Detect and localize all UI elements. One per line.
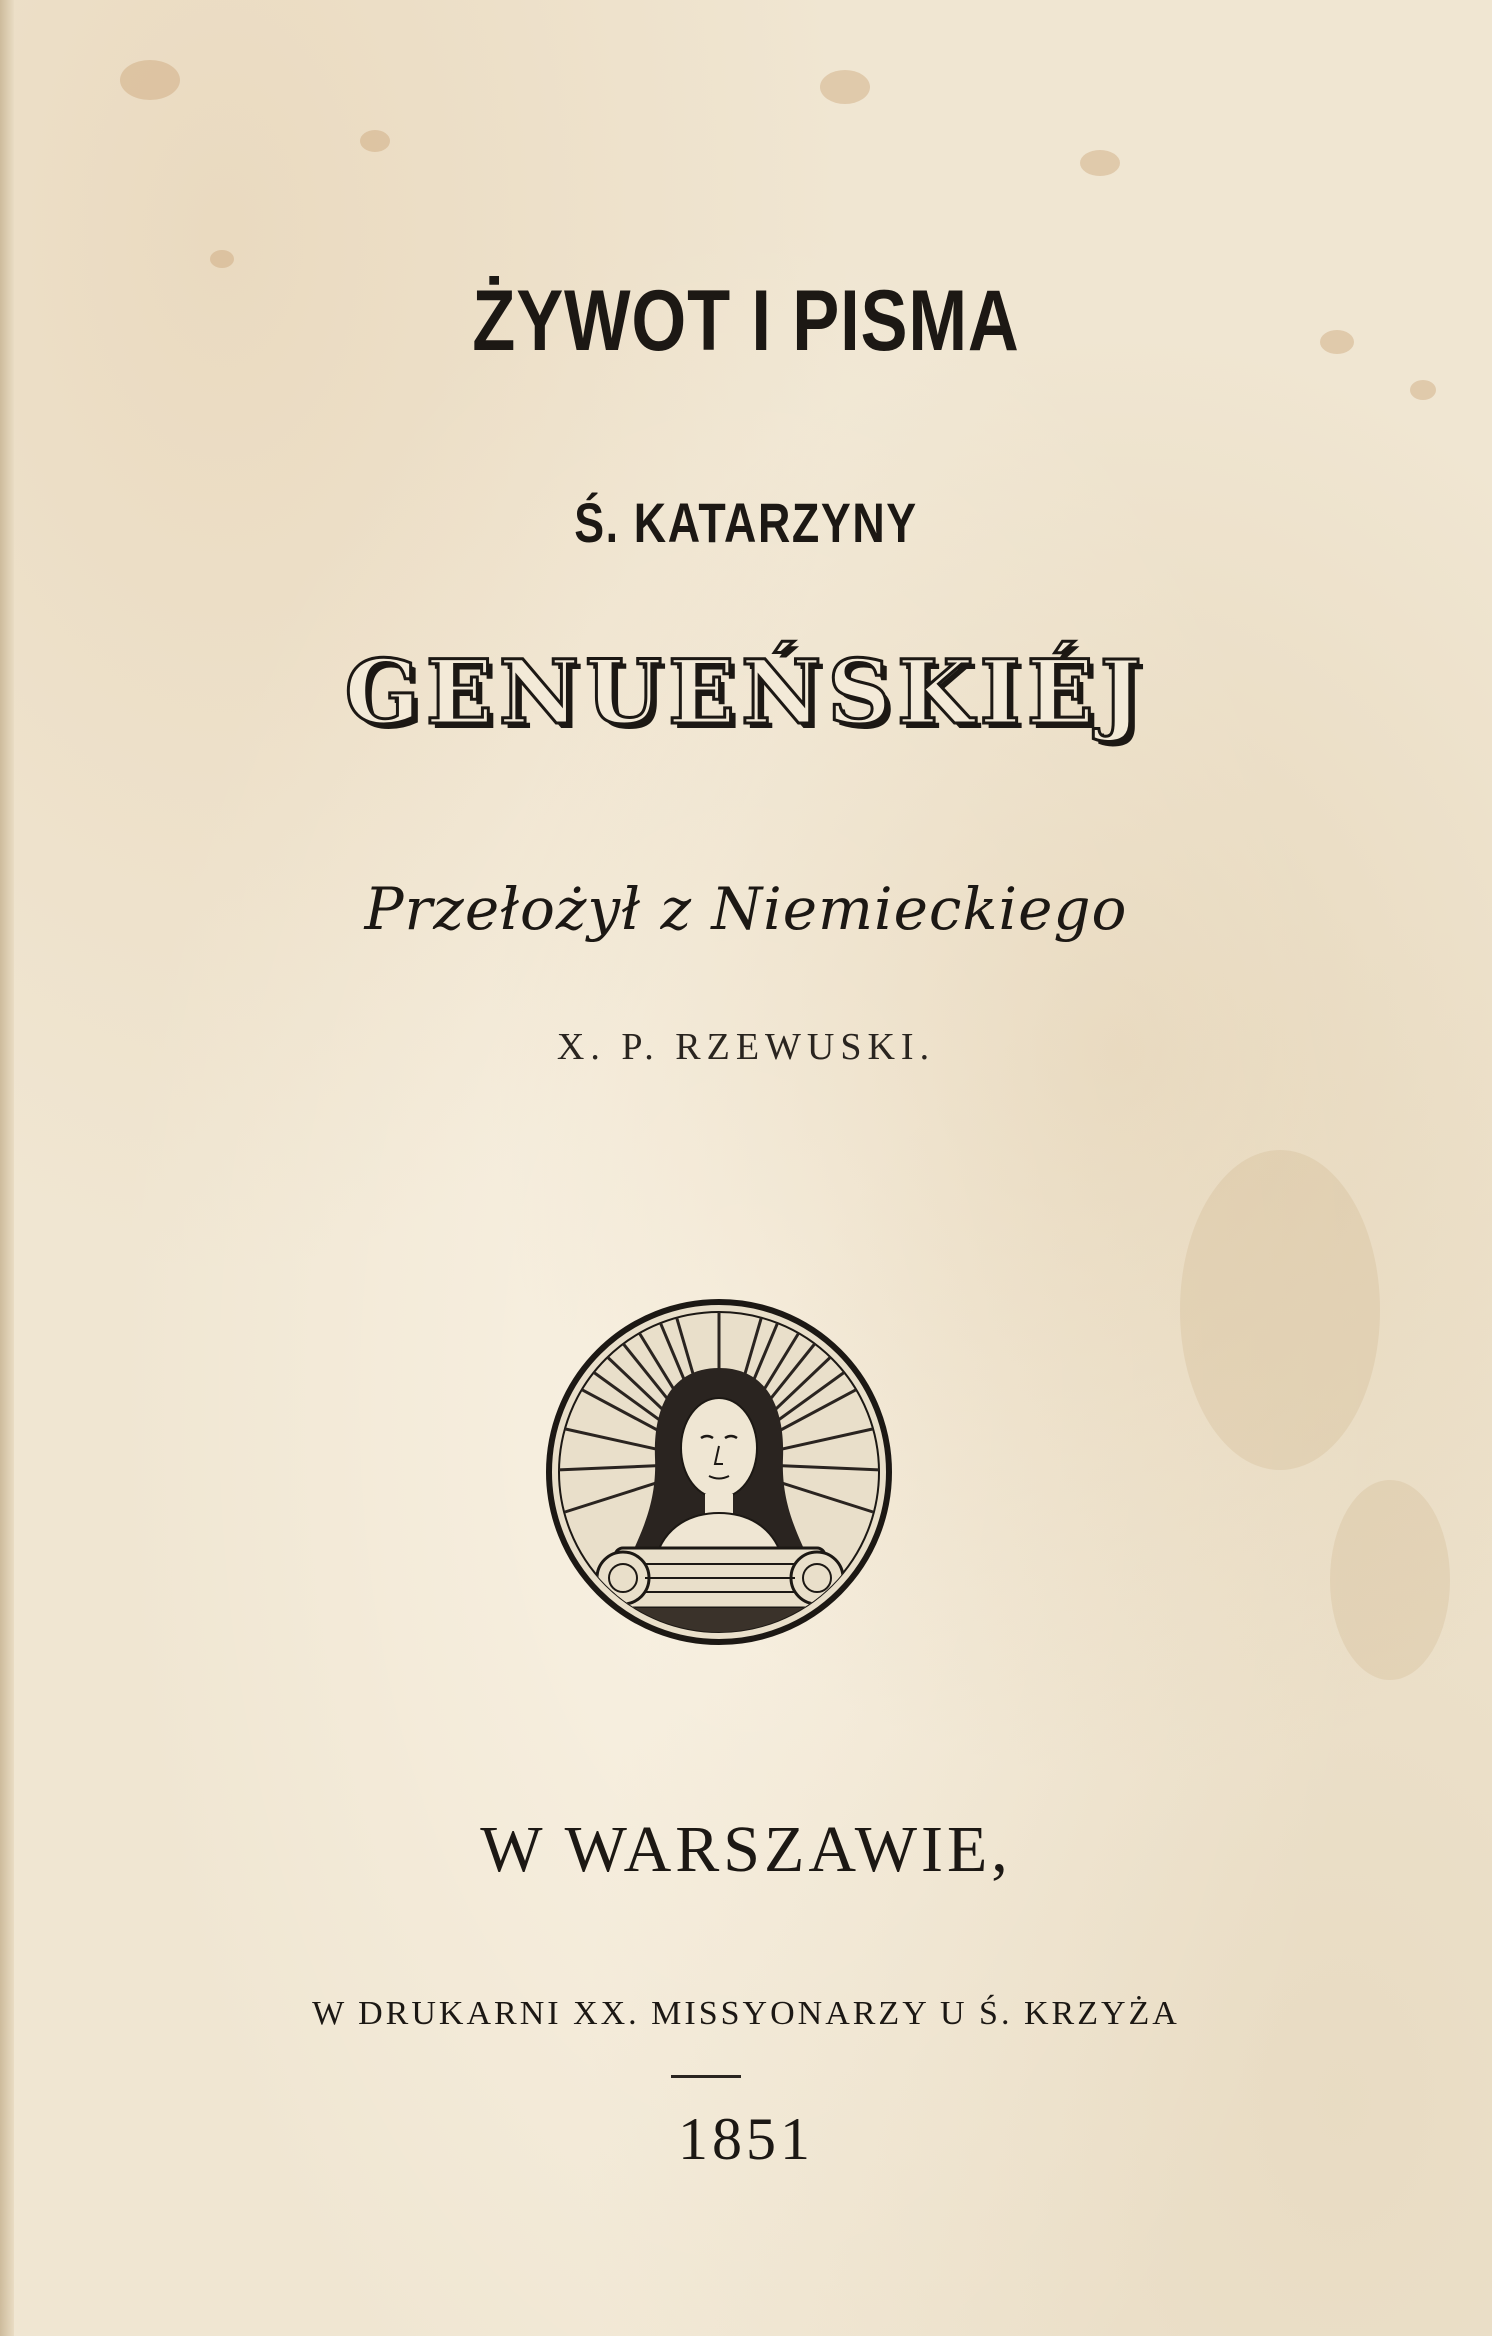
imprint-printer: W DRUKARNI XX. MISSYONARZY U Ś. KRZYŻA [312, 1995, 1180, 2032]
translator-line: Przełożył z Niemieckiego [364, 875, 1128, 943]
foxing-stain [1080, 150, 1120, 176]
title-line-1: ŻYWOT I PISMA [472, 273, 1020, 369]
page-edge [0, 0, 14, 2336]
foxing-stain [1330, 1480, 1450, 1680]
foxing-stain [360, 130, 390, 152]
foxing-stain [1180, 1150, 1380, 1470]
foxing-stain [820, 70, 870, 104]
divider-rule [671, 2075, 741, 2078]
saint-bust-emblem-icon [545, 1298, 893, 1646]
title-line-2: Ś. KATARZYNY [574, 491, 918, 554]
foxing-stain [1410, 380, 1436, 400]
title-line-3: GENUEŃSKIÉJ [344, 640, 1148, 744]
foxing-stain [210, 250, 234, 268]
translator-name: X. P. RZEWUSKI. [556, 1026, 936, 1068]
imprint-year: 1851 [678, 2106, 814, 2172]
imprint-city: W WARSZAWIE, [480, 1813, 1012, 1886]
foxing-stain [120, 60, 180, 100]
